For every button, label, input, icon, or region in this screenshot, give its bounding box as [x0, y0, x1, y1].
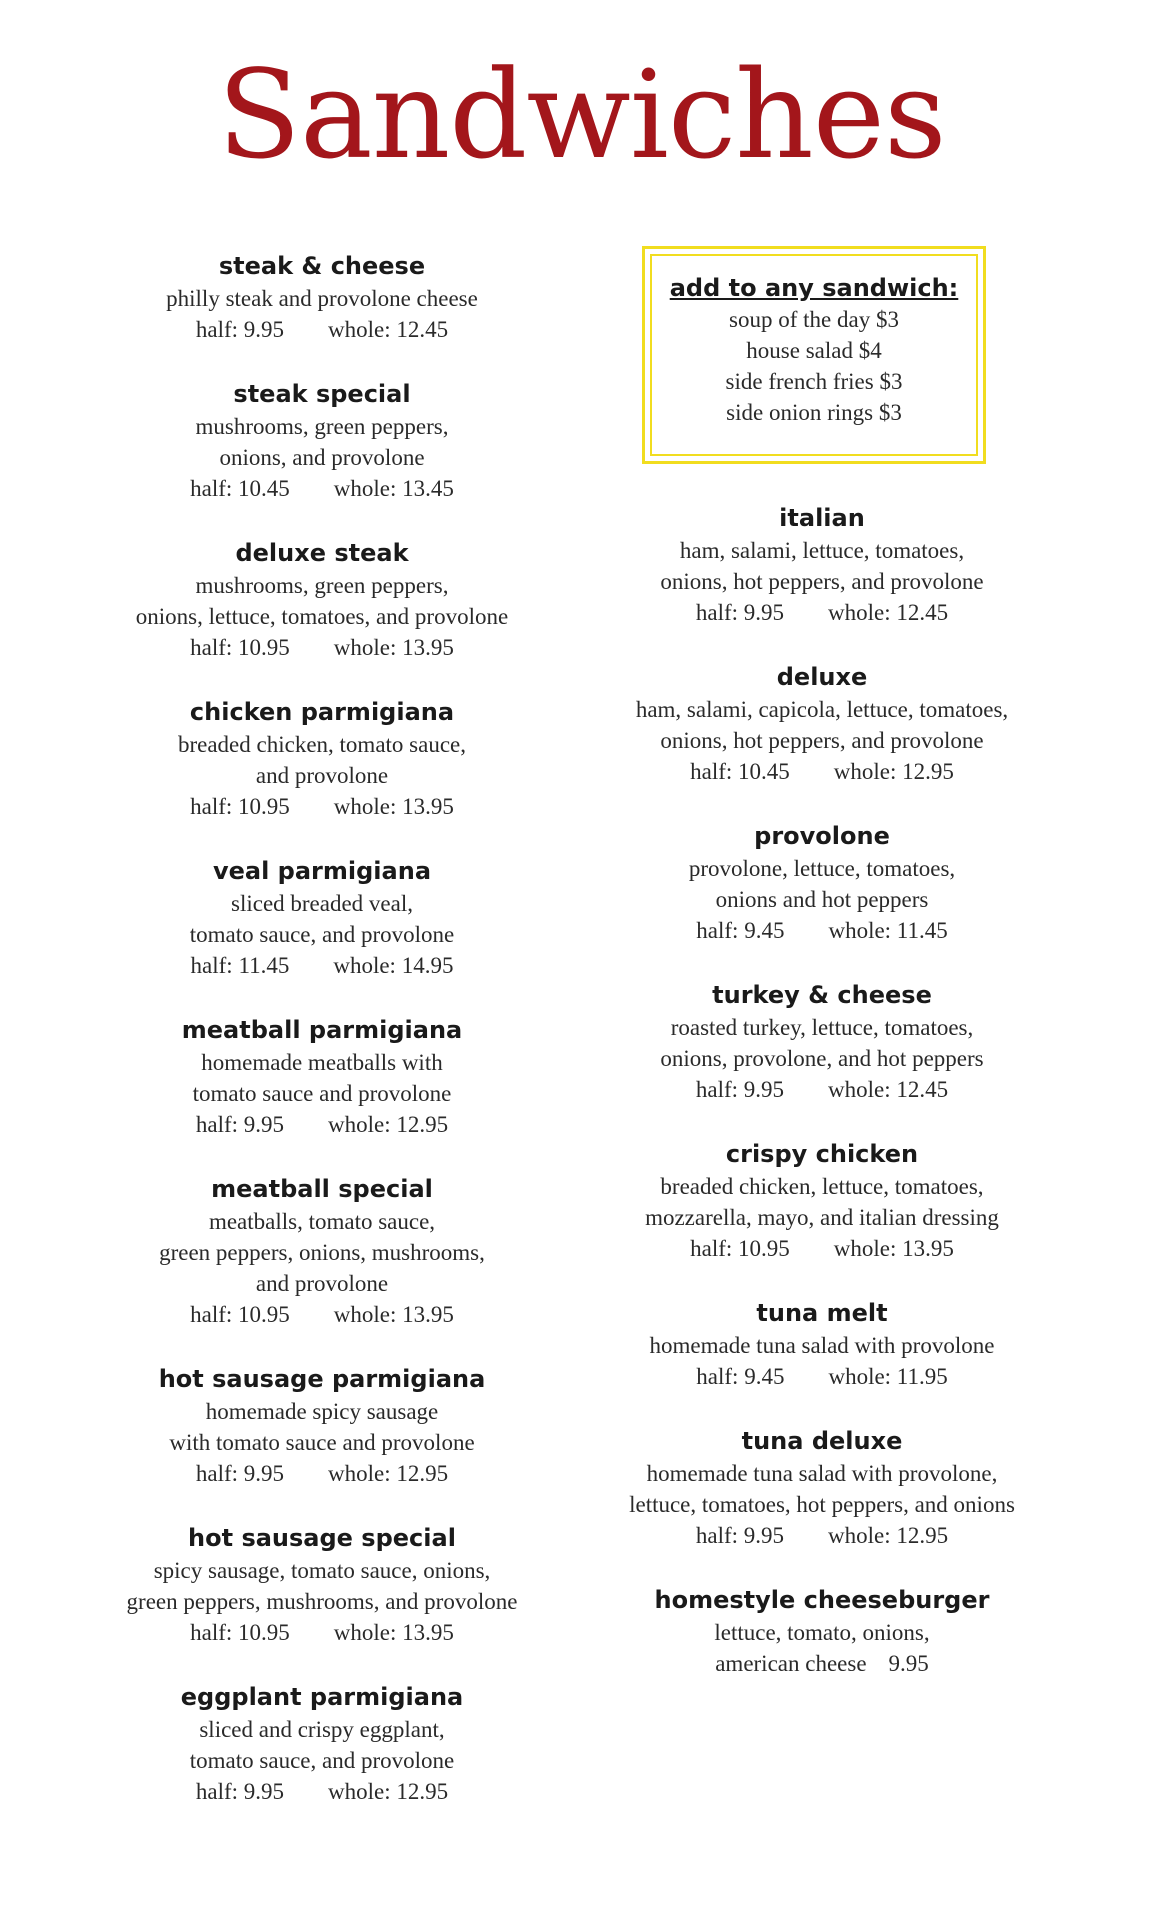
menu-item-description: and provolone [255, 1271, 389, 1296]
menu-item [82, 378, 562, 504]
menu-item-description: tomato sauce, and provolone [189, 922, 455, 947]
half-price: half: 10.95 [190, 1620, 290, 1645]
menu-item-description: roasted turkey, lettuce, tomatoes, [670, 1015, 974, 1040]
menu-item-name: steak special [233, 380, 411, 408]
menu-item-description: breaded chicken, tomato sauce, [177, 732, 466, 757]
menu-item-prices [582, 1074, 1062, 1105]
menu-item-description: onions, hot peppers, and provolone [660, 569, 984, 594]
whole-price: whole: 13.95 [333, 1302, 454, 1327]
menu-item-prices [582, 597, 1062, 628]
add-on-item: house salad $4 [746, 338, 882, 363]
menu-item [82, 1014, 562, 1140]
menu-item-prices [82, 1776, 562, 1807]
menu-item-description: sliced and crispy eggplant, [199, 1717, 445, 1742]
whole-price: whole: 12.95 [328, 1112, 449, 1137]
whole-price: whole: 12.95 [833, 759, 954, 784]
add-on-box [642, 246, 986, 464]
add-on-title: add to any sandwich: [669, 274, 959, 302]
menu-item [82, 696, 562, 822]
menu-item-description: ham, salami, lettuce, tomatoes, [679, 538, 965, 563]
menu-item-description: onions, and provolone [219, 445, 425, 470]
menu-item [82, 250, 562, 345]
half-price: half: 11.45 [190, 953, 290, 978]
menu-item-description: meatballs, tomato sauce, [208, 1209, 436, 1234]
menu-item-description: lettuce, tomato, onions, [714, 1620, 930, 1645]
menu-item-name: hot sausage parmigiana [158, 1365, 486, 1393]
whole-price: whole: 12.95 [328, 1779, 449, 1804]
menu-item-name: eggplant parmigiana [180, 1683, 464, 1711]
menu-item-description: with tomato sauce and provolone [169, 1430, 475, 1455]
whole-price: whole: 12.45 [328, 317, 449, 342]
menu-item [582, 1297, 1062, 1392]
menu-item-description: homemade tuna salad with provolone [649, 1333, 995, 1358]
whole-price: whole: 13.95 [833, 1236, 954, 1261]
half-price: half: 9.95 [195, 1112, 285, 1137]
menu-item-description: provolone, lettuce, tomatoes, [688, 856, 956, 881]
menu-item [82, 1363, 562, 1489]
menu-item-prices [82, 950, 562, 981]
menu-item-description: homemade spicy sausage [205, 1399, 439, 1424]
whole-price: whole: 12.95 [828, 1523, 949, 1548]
menu-item-description: and provolone [255, 763, 389, 788]
menu-item-name: veal parmigiana [212, 857, 432, 885]
half-price: half: 10.45 [190, 476, 290, 501]
menu-item-name: chicken parmigiana [189, 698, 455, 726]
add-on-item: side onion rings $3 [726, 400, 902, 425]
single-price: 9.95 [888, 1651, 929, 1676]
right-menu-column [582, 250, 1062, 1712]
menu-item-name: tuna deluxe [741, 1427, 903, 1455]
half-price: half: 9.45 [696, 918, 785, 943]
whole-price: whole: 11.95 [828, 1364, 948, 1389]
menu-item-description: green peppers, mushrooms, and provolone [126, 1589, 518, 1614]
menu-item-description: spicy sausage, tomato sauce, onions, [153, 1558, 491, 1583]
half-price: half: 10.95 [190, 1302, 290, 1327]
menu-item-prices [582, 1520, 1062, 1551]
half-price: half: 9.95 [695, 600, 785, 625]
half-price: half: 10.95 [190, 794, 290, 819]
menu-item [82, 1173, 562, 1330]
menu-item-prices [82, 473, 562, 504]
menu-item-description: onions, lettuce, tomatoes, and provolone [135, 604, 509, 629]
half-price: half: 9.95 [695, 1077, 785, 1102]
half-price: half: 10.95 [190, 635, 290, 660]
half-price: half: 9.95 [695, 1523, 785, 1548]
menu-item-prices [582, 756, 1062, 787]
menu-item [82, 537, 562, 663]
menu-item-description: onions, hot peppers, and provolone [660, 728, 984, 753]
half-price: half: 9.95 [195, 317, 285, 342]
menu-item-description: onions and hot peppers [715, 887, 929, 912]
menu-item [582, 1584, 1062, 1679]
menu-item-description: green peppers, onions, mushrooms, [159, 1240, 485, 1265]
half-price: half: 9.95 [195, 1461, 285, 1486]
whole-price: whole: 12.95 [328, 1461, 449, 1486]
menu-item-description: tomato sauce and provolone [192, 1081, 452, 1106]
menu-item [582, 820, 1062, 946]
menu-item-description: mushrooms, green peppers, [195, 414, 449, 439]
menu-item-name: meatball special [211, 1175, 433, 1203]
menu-item-prices [582, 1648, 1062, 1679]
menu-item-name: meatball parmigiana [181, 1016, 463, 1044]
half-price: half: 10.95 [690, 1236, 790, 1261]
menu-item-prices [82, 1109, 562, 1140]
add-on-box-inner [650, 254, 978, 456]
whole-price: whole: 14.95 [333, 953, 454, 978]
menu-item-prices [82, 1617, 562, 1648]
menu-item-description: mozzarella, mayo, and italian dressing [645, 1205, 999, 1230]
menu-item-description: ham, salami, capicola, lettuce, tomatoes, [635, 697, 1009, 722]
left-menu-column [82, 250, 562, 1840]
menu-item-description: breaded chicken, lettuce, tomatoes, [660, 1174, 984, 1199]
menu-item-name: homestyle cheeseburger [654, 1586, 990, 1614]
menu-item-prices [82, 314, 562, 345]
menu-item-description: sliced breaded veal, [231, 891, 413, 916]
menu-item-description: homemade tuna salad with provolone, [646, 1461, 998, 1486]
menu-item-description: tomato sauce, and provolone [189, 1748, 455, 1773]
menu-item-name: provolone [754, 822, 890, 850]
menu-item-description: american cheese [715, 1651, 867, 1676]
menu-item-name: turkey & cheese [712, 981, 932, 1009]
menu-item [582, 1425, 1062, 1551]
half-price: half: 9.95 [195, 1779, 285, 1804]
add-on-item: side french fries $3 [725, 369, 903, 394]
menu-item-name: deluxe [776, 663, 868, 691]
menu-item-name: deluxe steak [235, 539, 409, 567]
menu-item-name: italian [779, 504, 865, 532]
half-price: half: 10.45 [690, 759, 790, 784]
menu-item-description: homemade meatballs with [201, 1050, 443, 1075]
whole-price: whole: 12.45 [828, 1077, 949, 1102]
menu-item-prices [582, 1361, 1062, 1392]
half-price: half: 9.45 [696, 1364, 785, 1389]
menu-item-prices [582, 915, 1062, 946]
menu-item-prices [82, 632, 562, 663]
menu-item [82, 1681, 562, 1807]
menu-item-name: crispy chicken [725, 1140, 919, 1168]
whole-price: whole: 12.45 [828, 600, 949, 625]
menu-item-prices [582, 1233, 1062, 1264]
whole-price: whole: 13.95 [333, 635, 454, 660]
menu-item-prices [82, 1299, 562, 1330]
menu-item-name: hot sausage special [188, 1524, 456, 1552]
whole-price: whole: 11.45 [828, 918, 948, 943]
menu-item-name: steak & cheese [218, 252, 426, 280]
add-on-item: soup of the day $3 [729, 307, 899, 332]
whole-price: whole: 13.95 [333, 794, 454, 819]
menu-item-description: onions, provolone, and hot peppers [660, 1046, 984, 1071]
menu-item-description: lettuce, tomatoes, hot peppers, and onions [629, 1492, 1015, 1517]
whole-price: whole: 13.95 [333, 1620, 454, 1645]
menu-item-name: tuna melt [756, 1299, 888, 1327]
menu-item-description: philly steak and provolone cheese [166, 286, 478, 311]
menu-item [582, 661, 1062, 787]
menu-item [582, 979, 1062, 1105]
menu-item-prices [82, 1458, 562, 1489]
menu-item [582, 1138, 1062, 1264]
page-title: Sandwiches [217, 44, 946, 186]
menu-item [582, 502, 1062, 628]
menu-item-prices [82, 791, 562, 822]
menu-item [82, 855, 562, 981]
whole-price: whole: 13.45 [333, 476, 454, 501]
menu-item [82, 1522, 562, 1648]
menu-item-description: mushrooms, green peppers, [195, 573, 449, 598]
